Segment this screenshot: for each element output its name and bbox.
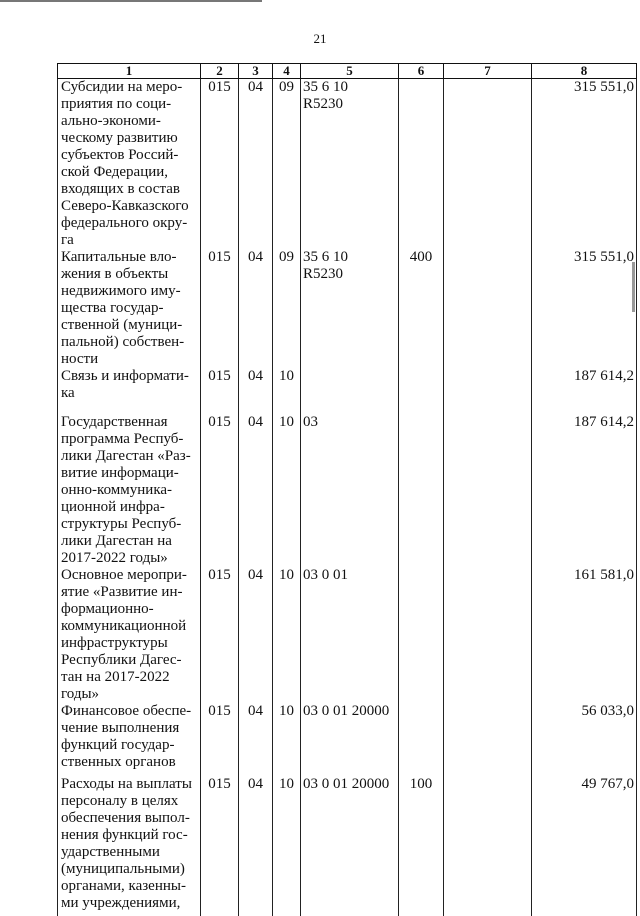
cell-subsection: 10: [273, 703, 301, 776]
cell-section: 04: [239, 567, 273, 703]
cell-amount: 187 614,2: [532, 368, 637, 414]
name-text: Основное меропри- ятие «Развитие ин- формационно- коммуникационной инфраструктуры Республики Дагес- тан на 2017-2022 годы»: [61, 567, 187, 702]
cell-target-code: 03: [301, 414, 399, 567]
cell-section: 04: [239, 414, 273, 567]
cell-expense-type: [399, 79, 444, 250]
table-row: [58, 368, 637, 414]
cell-subsection: 10: [273, 776, 301, 916]
cell-col7: [444, 368, 532, 414]
name-text: Капитальные вло- жения в объекты недвижимого иму- щества государ- ственной (муници- пальной) собствен- ности: [61, 249, 185, 367]
name-text: Государственная программа Респуб- лики Дагестан «Раз- витие информаци- онно-коммуника- ционной инфра- структуры Респуб- лики Дагестан на 2017-2022 годы»: [61, 414, 191, 566]
column-header: 8: [532, 64, 637, 79]
cell-amount: 315 551,0: [532, 79, 637, 250]
top-rule: [0, 0, 262, 2]
cell-subsection: 10: [273, 414, 301, 567]
column-header: 6: [399, 64, 444, 79]
cell-target-code: 03 0 01 20000: [301, 703, 399, 776]
page-number: 21: [313, 31, 327, 46]
cell-col7: [444, 703, 532, 776]
cell-ministry: 015: [201, 703, 239, 776]
cell-amount: 49 767,0: [532, 776, 637, 916]
cell-section: 04: [239, 703, 273, 776]
cell-expense-type: [399, 368, 444, 414]
cell-name: [58, 79, 201, 250]
cell-ministry: 015: [201, 414, 239, 567]
column-header: 4: [273, 64, 301, 79]
cell-amount: 161 581,0: [532, 567, 637, 703]
cell-amount: 187 614,2: [532, 414, 637, 567]
cell-name: [58, 368, 201, 414]
cell-expense-type: [399, 567, 444, 703]
cell-col7: [444, 776, 532, 916]
cell-target-code: 35 6 10 R5230: [301, 79, 399, 250]
cell-col7: [444, 414, 532, 567]
cell-target-code: [301, 368, 399, 414]
cell-subsection: 10: [273, 567, 301, 703]
table-row: [58, 414, 637, 567]
cell-name: [58, 249, 201, 368]
budget-table: [57, 63, 637, 916]
cell-col7: [444, 249, 532, 368]
name-text: Связь и информати- ка: [61, 368, 189, 401]
cell-section: 04: [239, 776, 273, 916]
cell-col7: [444, 567, 532, 703]
table-row: [58, 249, 637, 368]
cell-section: 04: [239, 79, 273, 250]
cell-col7: [444, 79, 532, 250]
table-row: [58, 79, 637, 250]
column-header: 2: [201, 64, 239, 79]
cell-target-code: 03 0 01: [301, 567, 399, 703]
column-header: 7: [444, 64, 532, 79]
cell-name: [58, 776, 201, 916]
column-header: 5: [301, 64, 399, 79]
cell-expense-type: [399, 703, 444, 776]
cell-ministry: 015: [201, 776, 239, 916]
name-text: Субсидии на меро- приятия по соци- ально-экономи- ческому развитию субъектов Россий- ской Федерации, входящих в состав Северо-Кавказского федерального окру- га: [61, 79, 189, 248]
cell-expense-type: [399, 414, 444, 567]
cell-section: 04: [239, 249, 273, 368]
cell-name: [58, 567, 201, 703]
cell-name: [58, 703, 201, 776]
table-row: [58, 776, 637, 916]
cell-ministry: 015: [201, 368, 239, 414]
column-header: 3: [239, 64, 273, 79]
cell-subsection: 09: [273, 249, 301, 368]
cell-expense-type: 100: [399, 776, 444, 916]
column-header: 1: [58, 64, 201, 79]
cell-name: [58, 414, 201, 567]
cell-subsection: 10: [273, 368, 301, 414]
cell-amount: 56 033,0: [532, 703, 637, 776]
cell-section: 04: [239, 368, 273, 414]
cell-amount: 315 551,0: [532, 249, 637, 368]
cell-ministry: 015: [201, 79, 239, 250]
cell-ministry: 015: [201, 249, 239, 368]
name-text: Расходы на выплаты персоналу в целях обеспечения выпол- нения функций гос- ударственными (муниципальными) органами, казенны- ми учреждениями,: [61, 776, 192, 911]
cell-expense-type: 400: [399, 249, 444, 368]
cell-target-code: 03 0 01 20000: [301, 776, 399, 916]
table-row: [58, 567, 637, 703]
header-row: [58, 64, 637, 79]
cell-ministry: 015: [201, 567, 239, 703]
cell-target-code: 35 6 10 R5230: [301, 249, 399, 368]
table-row: [58, 703, 637, 776]
name-text: Финансовое обеспе- чение выполнения функций государ- ственных органов: [61, 703, 192, 770]
cell-subsection: 09: [273, 79, 301, 250]
